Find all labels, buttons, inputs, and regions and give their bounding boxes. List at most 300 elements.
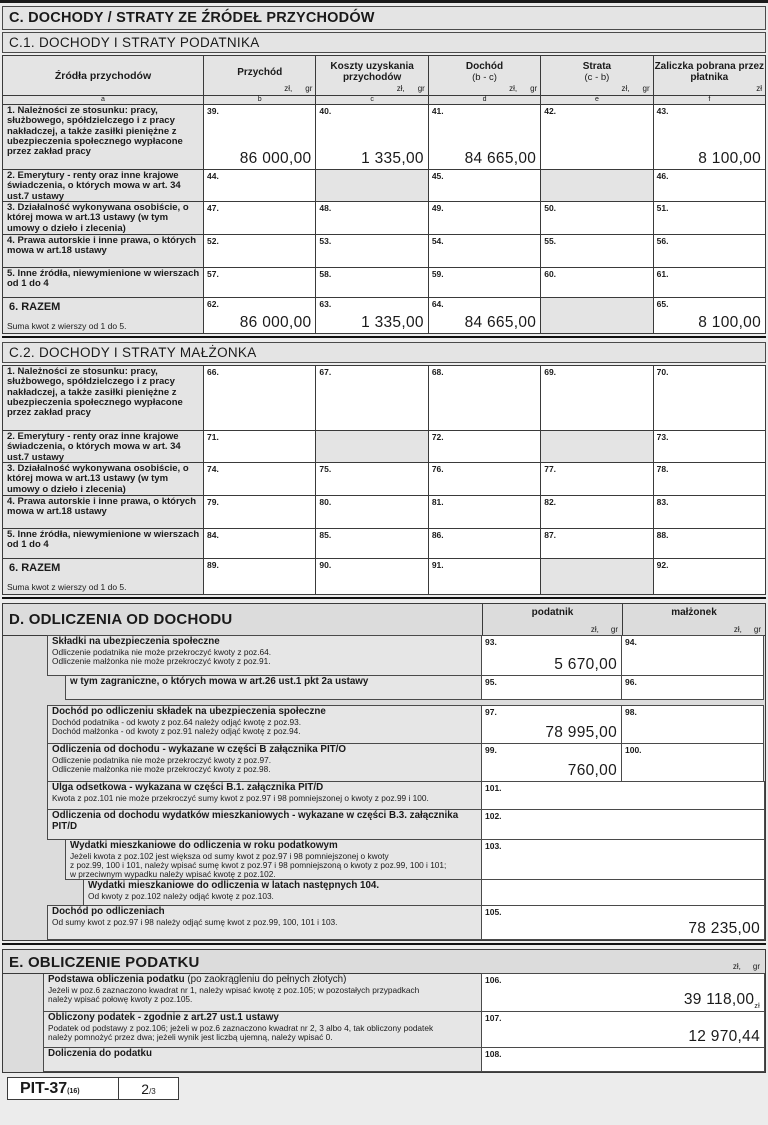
field-number: 49. [431, 203, 444, 213]
field-82[interactable] [540, 496, 652, 528]
field-number: 84. [207, 530, 219, 540]
row-label [65, 675, 482, 700]
column-letter: f [653, 96, 765, 104]
row-fields [482, 676, 765, 700]
col-header-zaliczka: Zaliczka pobrana przez płatnika zł [653, 56, 765, 95]
col-header-koszty: Koszty uzyskania przychodów zł, gr [315, 56, 427, 95]
field-number: 44. [207, 171, 219, 181]
field-96[interactable] [621, 675, 764, 700]
row-label-line: Dochód podatnika - od kwoty z poz.64 należy odjąć kwotę z poz.93. [52, 716, 302, 727]
row-label-bold: Doliczenia do podatku [48, 1048, 152, 1059]
field-number: 41. [431, 106, 444, 116]
field-value: 78 235,00 [688, 920, 760, 937]
field-number: 58. [319, 269, 332, 279]
field-number: 70. [656, 367, 669, 377]
row-fields [482, 636, 765, 676]
c2-table [2, 365, 766, 595]
c1-table [2, 55, 766, 334]
field-number: 87. [544, 530, 557, 540]
row-label: 5. Inne źródła, niewymienione w wierszach od 1 do 4 [3, 268, 203, 297]
deduction-row [3, 782, 765, 810]
deduction-row [3, 1012, 765, 1048]
field-number: 96. [625, 677, 637, 687]
row-indent [3, 810, 47, 840]
field-103[interactable] [481, 839, 765, 880]
form-footer [2, 1077, 766, 1100]
blocked-cell [540, 298, 652, 333]
row-indent [3, 906, 47, 940]
deduction-row [3, 676, 765, 700]
field-65[interactable] [653, 298, 765, 333]
row-fields [482, 706, 765, 744]
field-value: 78 995,00 [545, 724, 617, 741]
section-c2-header [2, 342, 766, 363]
row-indent [3, 706, 47, 744]
section-e-table [2, 949, 766, 1073]
row-label-line: Jeżeli kwota z poz.102 jest większa od sumy kwot z poz.97 i 98 pomniejszonej o kwoty [70, 850, 389, 861]
row-indent [3, 974, 43, 1012]
section-divider [2, 943, 766, 945]
row-label-line: z poz.99, 100 i 101, należy wpisać sumę kwot z poz.97 i 98 pomniejszoną o kwoty z poz.99, 100 i 101; [70, 860, 447, 870]
field-number: 39. [207, 106, 219, 116]
field-number: 85. [319, 530, 332, 540]
field-number: 63. [319, 299, 332, 309]
row-label [3, 559, 203, 594]
field-number: 51. [656, 203, 669, 213]
field-104[interactable] [481, 879, 765, 906]
row-label-line: Odliczenie podatnika nie może przekroczyć kwoty z poz.97. [52, 754, 272, 765]
unit-label: zł, gr [621, 84, 650, 93]
row-indent [3, 1048, 43, 1072]
field-48[interactable] [315, 202, 427, 234]
column-letters-row [3, 96, 765, 105]
field-44[interactable] [203, 170, 315, 201]
row-label-bold: Obliczony podatek - zgodnie z art.27 ust.1 ustawy [48, 1012, 279, 1023]
field-43[interactable] [653, 105, 765, 169]
row-label-bold: Wydatki mieszkaniowe do odliczenia w roku podatkowym [70, 840, 338, 851]
field-number: 89. [207, 560, 219, 570]
deduction-row [3, 840, 765, 880]
deduction-row [3, 1048, 765, 1072]
field-number: 69. [544, 367, 557, 377]
col-header-przychod: Przychód zł, gr [203, 56, 315, 95]
unit-label: zł [756, 84, 763, 93]
field-number: 103. [485, 841, 502, 851]
field-number: 72. [431, 432, 444, 442]
row-label: 3. Działalność wykonywana osobiście, o której mowa w art.13 ustawy (w tym umowy o dzieło i zlecenia) [3, 202, 203, 234]
row-label-line: Dochód małżonka - od kwoty z poz.91 należy odjąć kwotę z poz.94. [52, 726, 301, 736]
row-fields [482, 1048, 765, 1072]
form-version: (16) [67, 1088, 80, 1095]
field-73[interactable] [653, 431, 765, 462]
deduction-row [3, 880, 765, 906]
field-105[interactable] [481, 905, 765, 940]
field-71[interactable] [203, 431, 315, 462]
row-indent [3, 676, 65, 700]
field-number: 97. [485, 707, 497, 717]
currency-suffix: zł [754, 1003, 760, 1010]
field-45[interactable] [428, 170, 540, 201]
row-fields [482, 974, 765, 1012]
row-label [65, 839, 482, 880]
field-58[interactable] [315, 268, 427, 297]
row-indent [3, 636, 47, 676]
income-row [3, 462, 765, 495]
field-value: 1 335,00 [361, 150, 424, 167]
field-number: 100. [625, 745, 642, 755]
field-64[interactable] [428, 298, 540, 333]
income-row [3, 169, 765, 201]
row-label-bold: Ulga odsetkowa - wykazana w części B.1. załącznika PIT/D [52, 782, 324, 793]
row-label-bold: w tym zagraniczne, o których mowa w art.26 ust.1 pkt 2a ustawy [70, 676, 369, 687]
field-number: 74. [207, 464, 219, 474]
row-fields [482, 810, 765, 840]
c2-table-body [3, 366, 765, 594]
field-47[interactable] [203, 202, 315, 234]
row-label-title: 6. RAZEM [9, 562, 61, 574]
deduction-row [3, 706, 765, 744]
field-number: 101. [485, 783, 502, 793]
row-fields [482, 906, 765, 940]
field-number: 42. [544, 106, 557, 116]
c1-column-headers [3, 56, 765, 96]
field-51[interactable] [653, 202, 765, 234]
field-number: 107. [485, 1013, 502, 1023]
field-57[interactable] [203, 268, 315, 297]
field-74[interactable] [203, 463, 315, 495]
field-number: 105. [485, 907, 502, 917]
field-number: 52. [207, 236, 219, 246]
field-107[interactable] [481, 1011, 765, 1048]
section-e-header [3, 950, 765, 974]
income-row [3, 267, 765, 297]
field-108[interactable] [481, 1047, 765, 1072]
row-label-bold: Wydatki mieszkaniowe do odliczenia w latach następnych 104. [88, 880, 380, 891]
row-indent [3, 782, 47, 810]
field-number: 40. [319, 106, 332, 116]
field-92[interactable] [653, 559, 765, 594]
row-label: 2. Emerytury - renty oraz inne krajowe świadczenia, o których mowa w art. 34 ust.7 ustawy [3, 170, 203, 201]
row-label: 2. Emerytury - renty oraz inne krajowe świadczenia, o których mowa w art. 34 ust.7 ustawy [3, 431, 203, 462]
field-77[interactable] [540, 463, 652, 495]
field-number: 56. [656, 236, 669, 246]
form-name-box [7, 1077, 119, 1100]
row-label-line: Odliczenie małżonka nie może przekroczyć kwoty z poz.91. [52, 656, 271, 666]
field-number: 71. [207, 432, 219, 442]
field-89[interactable] [203, 559, 315, 594]
field-91[interactable] [428, 559, 540, 594]
row-label: 4. Prawa autorskie i inne prawa, o których mowa w art.18 ustawy [3, 496, 203, 528]
field-79[interactable] [203, 496, 315, 528]
field-number: 75. [319, 464, 332, 474]
row-label-bold: Odliczenia od dochodu - wykazane w części B załącznika PIT/O [52, 744, 346, 755]
field-50[interactable] [540, 202, 652, 234]
page-total: /3 [149, 1087, 156, 1096]
field-number: 88. [656, 530, 669, 540]
field-number: 55. [544, 236, 557, 246]
income-row [3, 366, 765, 430]
field-number: 102. [485, 811, 502, 821]
deduction-row [3, 744, 765, 782]
field-95[interactable] [481, 675, 622, 700]
field-value: 1 335,00 [361, 314, 424, 331]
row-label: 1. Należności ze stosunku: pracy, służbowego, spółdzielczego i z pracy nakładczej, a także zasiłki pieniężne z ubezpieczenia społecznego wypłacone przez zakład pracy [3, 366, 203, 430]
field-83[interactable] [653, 496, 765, 528]
field-value: 39 $118,00_{zł}$ [683, 990, 760, 1010]
c1-table-body [3, 105, 765, 333]
row-label [43, 1011, 482, 1048]
row-label [47, 905, 482, 940]
field-number: 66. [207, 367, 219, 377]
row-label-bold: Składki na ubezpieczenia społeczne [52, 636, 220, 647]
field-number: 54. [431, 236, 444, 246]
row-label: 3. Działalność wykonywana osobiście, o której mowa w art.13 ustawy (w tym umowy o dzieło i zlecenia) [3, 463, 203, 495]
row-label-bold: Dochód po odliczeniach [52, 906, 165, 917]
row-label-title: 6. RAZEM [9, 301, 61, 313]
income-row [3, 430, 765, 462]
section-c1-header [2, 32, 766, 53]
row-label-line: Odliczenie podatnika nie może przekroczyć kwoty z poz.64. [52, 646, 272, 657]
field-40[interactable] [315, 105, 427, 169]
col-header-strata: Strata (c - b) zł, gr [540, 56, 652, 95]
field-number: 78. [656, 464, 669, 474]
blocked-cell [315, 170, 427, 201]
row-label [43, 1047, 482, 1072]
field-number: 106. [485, 975, 502, 985]
row-label [47, 809, 482, 840]
field-number: 62. [207, 299, 219, 309]
field-number: 73. [656, 432, 669, 442]
field-41[interactable] [428, 105, 540, 169]
field-53[interactable] [315, 235, 427, 267]
field-87[interactable] [540, 529, 652, 558]
field-number: 82. [544, 497, 557, 507]
field-80[interactable] [315, 496, 427, 528]
row-indent [3, 880, 83, 906]
income-row [3, 201, 765, 234]
income-row [3, 234, 765, 267]
row-label-line: w przeciwnym wypadku należy wpisać kwotę z poz.102. [70, 869, 276, 880]
field-number: 79. [207, 497, 219, 507]
field-number: 76. [431, 464, 444, 474]
income-row [3, 297, 765, 333]
income-row [3, 495, 765, 528]
field-78[interactable] [653, 463, 765, 495]
field-number: 94. [625, 637, 637, 647]
field-value: 5 670,00 [554, 656, 617, 673]
field-90[interactable] [315, 559, 427, 594]
page-number: 2 [141, 1081, 150, 1097]
section-d-title: D. ODLICZENIA OD DOCHODU [9, 611, 233, 628]
col-header-malzonek: małżonek zł, gr [622, 604, 765, 635]
form-name: PIT-37 [20, 1080, 68, 1097]
blocked-cell [315, 431, 427, 462]
field-number: 48. [319, 203, 332, 213]
row-label-line: Kwota z poz.101 nie może przekroczyć sumy kwot z poz.97 i 98 pomniejszonej o kwoty z poz.99 i 100. [52, 792, 429, 803]
row-label-line: należy pomnożyć przez dwa; jeżeli wynik jest liczbą ujemną, należy wpisać 0. [48, 1032, 333, 1042]
field-62[interactable] [203, 298, 315, 333]
field-98[interactable] [621, 705, 764, 744]
field-value: 84 665,00 [464, 150, 537, 167]
field-number: 92. [656, 560, 669, 570]
field-number: 90. [319, 560, 332, 570]
income-row [3, 558, 765, 594]
unit-label: zł, gr [396, 84, 425, 93]
field-number: 83. [656, 497, 669, 507]
unit-label: zł, gr [509, 84, 538, 93]
field-number: 45. [431, 171, 444, 181]
section-c2-title: C.2. DOCHODY I STRATY MAŁŻONKA [9, 345, 257, 360]
field-100[interactable] [621, 743, 764, 782]
field-number: 64. [431, 299, 444, 309]
row-indent [3, 840, 65, 880]
row-indent [3, 1012, 43, 1048]
field-number: 95. [485, 677, 497, 687]
field-number: 86. [431, 530, 444, 540]
field-value: 760,00 [567, 762, 617, 779]
field-number: 68. [431, 367, 444, 377]
field-number: 91. [431, 560, 444, 570]
field-49[interactable] [428, 202, 540, 234]
row-fields [482, 782, 765, 810]
field-84[interactable] [203, 529, 315, 558]
column-letter: e [540, 96, 652, 104]
section-c-title: C. DOCHODY / STRATY ZE ŹRÓDEŁ PRZYCHODÓW [9, 10, 375, 26]
field-number: 57. [207, 269, 219, 279]
row-fields [482, 744, 765, 782]
field-56[interactable] [653, 235, 765, 267]
column-letter: a [101, 96, 105, 103]
field-number: 43. [656, 106, 669, 116]
field-94[interactable] [621, 635, 764, 676]
unit-label: zł, gr [733, 625, 761, 634]
blocked-cell [540, 170, 652, 201]
row-label: 4. Prawa autorskie i inne prawa, o których mowa w art.18 ustawy [3, 235, 203, 267]
row-label-sub: Suma kwot z wierszy od 1 do 5. [7, 320, 127, 331]
field-number: 80. [319, 497, 332, 507]
row-label [47, 781, 482, 810]
field-60[interactable] [540, 268, 652, 297]
row-label-line: Jeżeli w poz.6 zaznaczono kwadrat nr 1, należy wpisać kwotę z poz.105; w pozostałych przypadkach [48, 984, 420, 995]
row-label [43, 973, 482, 1012]
field-value: 86 000,00 [239, 150, 312, 167]
field-88[interactable] [653, 529, 765, 558]
field-number: 59. [431, 269, 444, 279]
column-letter: b [203, 96, 315, 104]
field-59[interactable] [428, 268, 540, 297]
section-d-body [3, 636, 765, 940]
field-value: 12 970,44 [688, 1028, 760, 1045]
row-label [3, 298, 203, 333]
field-106[interactable] [481, 973, 765, 1012]
row-label-line: należy wpisać połowę kwoty z poz.105. [48, 994, 193, 1004]
col-header-dochod: Dochód (b - c) zł, gr [428, 56, 540, 95]
deduction-row [3, 636, 765, 676]
unit-label: zł, gr [732, 962, 760, 971]
field-number: 46. [656, 171, 669, 181]
field-68[interactable] [428, 366, 540, 430]
blocked-cell [540, 559, 652, 594]
row-label-note: (po zaokrągleniu do pełnych złotych) [184, 974, 347, 985]
field-number: 47. [207, 203, 219, 213]
field-number: 99. [485, 745, 497, 755]
field-number: 98. [625, 707, 637, 717]
field-85[interactable] [315, 529, 427, 558]
page-number-box [119, 1077, 179, 1100]
field-67[interactable] [315, 366, 427, 430]
field-99[interactable] [481, 743, 622, 782]
field-number: 61. [656, 269, 669, 279]
field-54[interactable] [428, 235, 540, 267]
field-39[interactable] [203, 105, 315, 169]
field-number: 108. [485, 1049, 502, 1059]
field-42[interactable] [540, 105, 652, 169]
field-76[interactable] [428, 463, 540, 495]
field-86[interactable] [428, 529, 540, 558]
blocked-cell [540, 431, 652, 462]
field-72[interactable] [428, 431, 540, 462]
field-value: 86 000,00 [239, 314, 312, 331]
field-value: 8 100,00 [698, 150, 762, 167]
section-d-header [3, 604, 765, 636]
field-81[interactable] [428, 496, 540, 528]
row-label-line: Podatek od podstawy z poz.106; jeżeli w poz.6 zaznaczono kwadrat nr 2, 3 albo 4, tak obliczony podatek [48, 1022, 434, 1033]
field-66[interactable] [203, 366, 315, 430]
field-63[interactable] [315, 298, 427, 333]
field-93[interactable] [481, 635, 622, 676]
row-fields [482, 840, 765, 880]
row-label-sub: Suma kwot z wierszy od 1 do 5. [7, 581, 127, 592]
field-value: 8 100,00 [698, 314, 762, 331]
row-label: 5. Inne źródła, niewymienione w wierszach od 1 do 4 [3, 529, 203, 558]
row-label-bold: Podstawa obliczenia podatku (po zaokrągleniu do pełnych złotych) [48, 974, 347, 985]
col-header-podatnik: podatnik zł, gr [482, 604, 622, 635]
field-46[interactable] [653, 170, 765, 201]
field-97[interactable] [481, 705, 622, 744]
field-value: 84 665,00 [464, 314, 537, 331]
field-61[interactable] [653, 268, 765, 297]
section-e-title: E. OBLICZENIE PODATKU [9, 954, 200, 971]
column-letter: c [315, 96, 427, 104]
row-label-line: Od sumy kwot z poz.97 i 98 należy odjąć sumę kwot z poz.99, 100, 101 i 103. [52, 916, 338, 927]
row-label [47, 743, 482, 782]
column-letter: d [428, 96, 540, 104]
field-number: 81. [431, 497, 444, 507]
row-label: 1. Należności ze stosunku: pracy, służbowego, spółdzielczego i z pracy nakładczej, a także zasiłki pieniężne z ubezpieczenia społecznego wypłacone przez zakład pracy [3, 105, 203, 169]
section-c-header [2, 6, 766, 30]
field-number: 67. [319, 367, 332, 377]
deduction-row [3, 906, 765, 940]
field-number: 53. [319, 236, 332, 246]
field-number: 60. [544, 269, 557, 279]
income-row [3, 528, 765, 558]
row-label-line: Odliczenie małżonka nie może przekroczyć kwoty z poz.98. [52, 764, 271, 774]
field-69[interactable] [540, 366, 652, 430]
field-75[interactable] [315, 463, 427, 495]
field-70[interactable] [653, 366, 765, 430]
section-divider [2, 597, 766, 599]
row-label-bold: Dochód po odliczeniu składek na ubezpieczenia społeczne [52, 706, 326, 717]
row-label-line: Od kwoty z poz.102 należy odjąć kwotę z poz.103. [88, 890, 274, 901]
field-101[interactable] [481, 781, 765, 810]
row-label-bold: Odliczenia od dochodu wydatków mieszkaniowych - wykazane w części B.3. załącznika PIT/D [52, 810, 459, 832]
field-55[interactable] [540, 235, 652, 267]
field-102[interactable] [481, 809, 765, 840]
row-fields [482, 1012, 765, 1048]
field-52[interactable] [203, 235, 315, 267]
row-indent [3, 744, 47, 782]
field-number: 50. [544, 203, 557, 213]
